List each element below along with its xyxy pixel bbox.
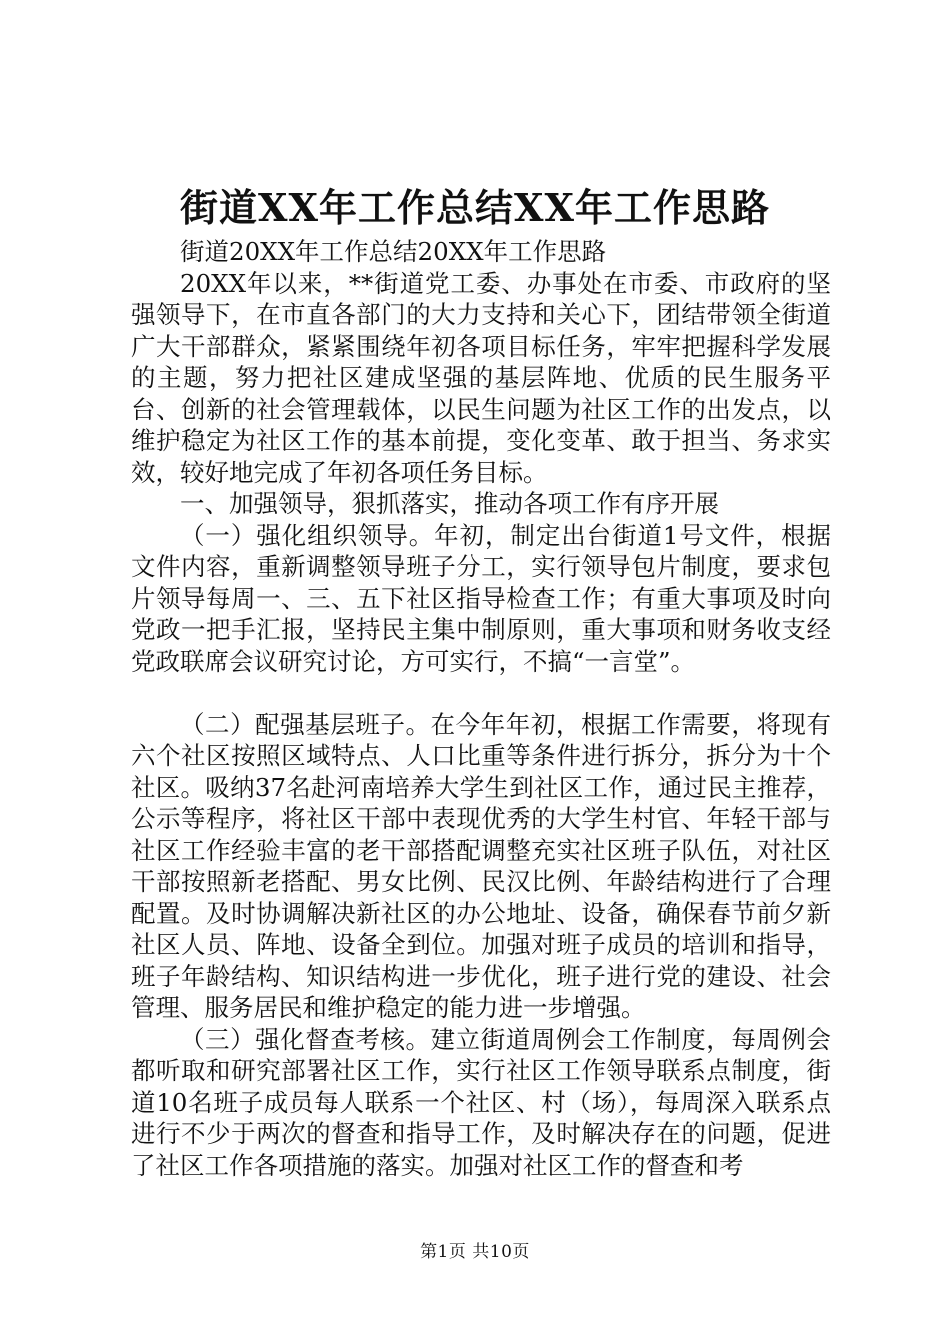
paragraph-spacer (131, 677, 831, 709)
paragraph-supervision: （三）强化督查考核。建立街道周例会工作制度，每周例会都听取和研究部署社区工作，实行社区工作领导联系点制度，街道10名班子成员每人联系一个社区、村（场），每周深入联系点进行不少于两次的督查和指导工作，及时解决存在的问题，促进了社区工作各项措施的落实。加强对社区工作的督查和考 (131, 1024, 831, 1180)
paragraph-organization-leadership: （一）强化组织领导。年初，制定出台街道1号文件，根据文件内容，重新调整领导班子分工，实行领导包片制度，要求包片领导每周一、三、五下社区指导检查工作；有重大事项及时向党政一把手汇报，坚持民主集中制原则，重大事项和财务收支经党政联席会议研究讨论，方可实行，不搞“一言堂”。 (131, 520, 831, 676)
document-body (131, 236, 831, 1181)
section-heading: 一、加强领导，狠抓落实，推动各项工作有序开展 (180, 489, 719, 518)
page-number-footer: 第1页 共10页 (420, 1242, 530, 1262)
document-title: 街道XX年工作总结XX年工作思路 (180, 185, 770, 230)
paragraph-grassroots-team: （二）配强基层班子。在今年年初，根据工作需要，将现有六个社区按照区域特点、人口比重等条件进行拆分，拆分为十个社区。吸纳37名赴河南培养大学生到社区工作，通过民主推荐，公示等程序，将社区干部中表现优秀的大学生村官、年轻干部与社区工作经验丰富的老干部搭配调整充实社区班子队伍，对社区干部按照新老搭配、男女比例、民汉比例、年龄结构进行了合理配置。及时协调解决新社区的办公地址、设备，确保春节前夕新社区人员、阵地、设备全到位。加强对班子成员的培训和指导，班子年龄结构、知识结构进一步优化，班子进行党的建设、社会管理、服务居民和维护稳定的能力进一步增强。 (131, 709, 831, 1022)
document-subtitle: 街道20XX年工作总结20XX年工作思路 (180, 237, 607, 266)
intro-paragraph: 20XX年以来，**街道党工委、办事处在市委、市政府的坚强领导下，在市直各部门的大力支持和关心下，团结带领全街道广大干部群众，紧紧围绕年初各项目标任务，牢牢把握科学发展的主题，努力把社区建成坚强的基层阵地、优质的民生服务平台、创新的社会管理载体，以民生问题为社区工作的出发点，以维护稳定为社区工作的基本前提，变化变革、敢于担当、务求实效，较好地完成了年初各项任务目标。 (131, 268, 831, 487)
